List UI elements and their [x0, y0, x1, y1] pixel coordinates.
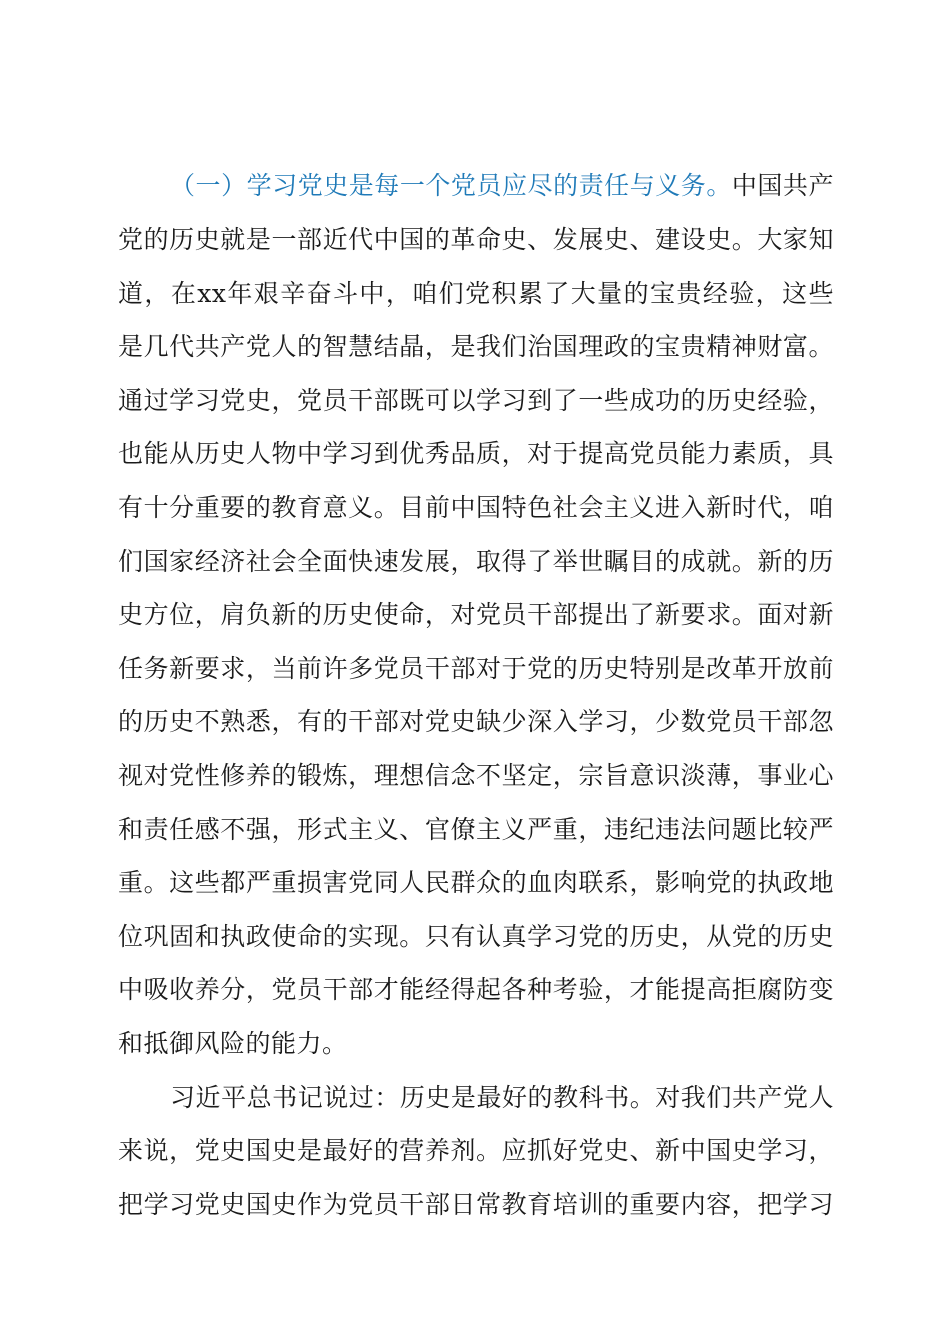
paragraph-1-line: 通过学习党史，党员干部既可以学习到了一些成功的历史经验， [118, 386, 834, 415]
paragraph-1-line-1 [170, 166, 834, 206]
paragraph-2-line-1: 习近平总书记说过：历史是最好的教科书。对我们共产党人 [170, 1083, 834, 1112]
paragraph-text: 中国共产 [731, 171, 834, 200]
paragraph-1-line: 党的历史就是一部近代中国的革命史、发展史、建设史。大家知 [118, 225, 834, 254]
paragraph-1-line: 道，在xx年艰辛奋斗中，咱们党积累了大量的宝贵经验，这些 [118, 279, 834, 308]
paragraph-1-line-last: 和抵御风险的能力。 [118, 1029, 348, 1058]
paragraph-1-line: 位巩固和执政使命的实现。只有认真学习党的历史，从党的历史 [118, 922, 834, 951]
paragraph-1-line: 们国家经济社会全面快速发展，取得了举世瞩目的成就。新的历 [118, 547, 834, 576]
paragraph-1-line: 的历史不熟悉，有的干部对党史缺少深入学习，少数党员干部忽 [118, 707, 834, 736]
paragraph-1-line: 重。这些都严重损害党同人民群众的血肉联系，影响党的执政地 [118, 868, 834, 897]
paragraph-1-line: 也能从历史人物中学习到优秀品质，对于提高党员能力素质，具 [118, 439, 834, 468]
paragraph-1-line: 和责任感不强，形式主义、官僚主义严重，违纪违法问题比较严 [118, 815, 834, 844]
paragraph-1-line: 史方位，肩负新的历史使命，对党员干部提出了新要求。面对新 [118, 600, 834, 629]
paragraph-1-line: 是几代共产党人的智慧结晶，是我们治国理政的宝贵精神财富。 [118, 332, 834, 361]
paragraph-2-line: 把学习党史国史作为党员干部日常教育培训的重要内容，把学习 [118, 1190, 834, 1219]
paragraph-1-line: 有十分重要的教育意义。目前中国特色社会主义进入新时代，咱 [118, 493, 834, 522]
paragraph-2-line: 来说，党史国史是最好的营养剂。应抓好党史、新中国史学习， [118, 1136, 834, 1165]
section-heading: （一）学习党史是每一个党员应尽的责任与义务。 [170, 171, 732, 200]
paragraph-1-line: 任务新要求，当前许多党员干部对于党的历史特别是改革开放前 [118, 654, 834, 683]
paragraph-1-line: 视对党性修养的锻炼，理想信念不坚定，宗旨意识淡薄，事业心 [118, 761, 834, 790]
paragraph-1-line: 中吸收养分，党员干部才能经得起各种考验，才能提高拒腐防变 [118, 975, 834, 1004]
